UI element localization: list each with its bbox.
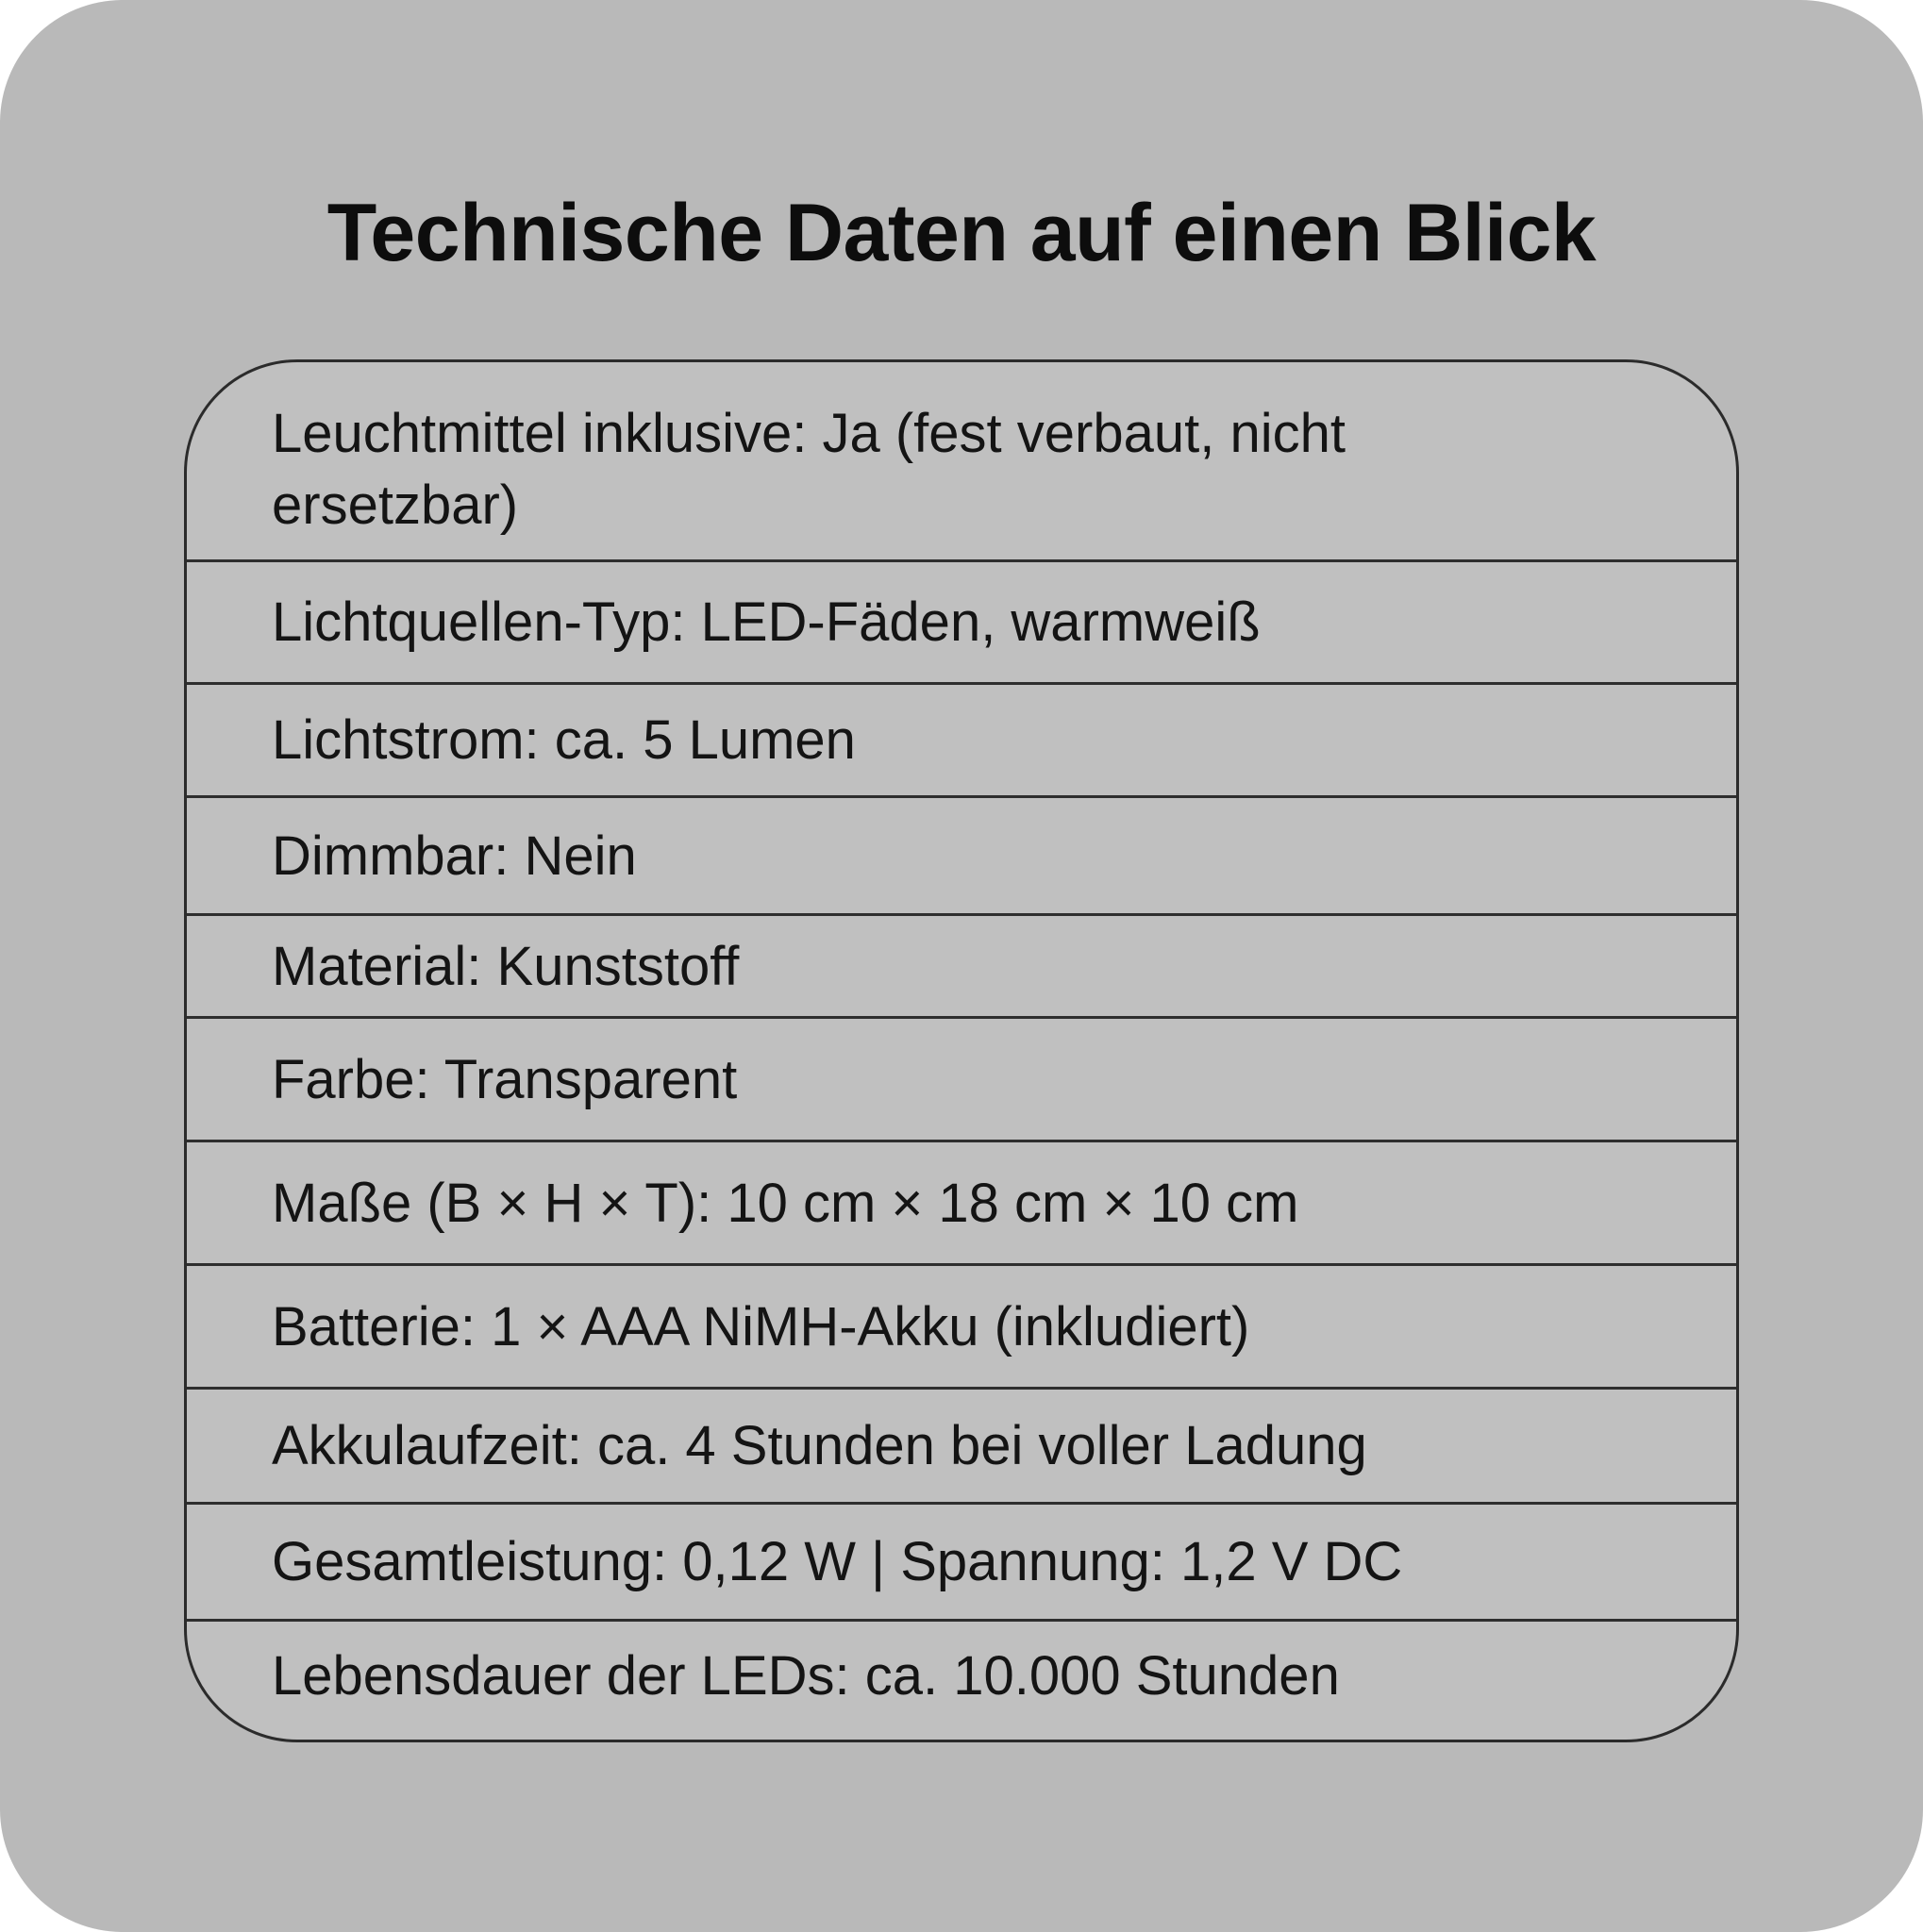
spec-row-text: Lebensdauer der LEDs: ca. 10.000 Stunden — [272, 1645, 1340, 1707]
spec-row — [187, 1140, 1736, 1264]
spec-row-text: Material: Kunststoff — [272, 935, 740, 997]
spec-row — [187, 795, 1736, 914]
spec-row — [187, 1263, 1736, 1388]
spec-row-text: Batterie: 1 × AAA NiMH-Akku (inkludiert) — [272, 1295, 1250, 1357]
spec-row — [187, 913, 1736, 1017]
spec-row — [187, 1502, 1736, 1620]
spec-row-text: Dimmbar: Nein — [272, 824, 637, 887]
spec-row — [187, 559, 1736, 683]
page-title: Technische Daten auf einen Blick — [326, 188, 1597, 278]
spec-row — [187, 362, 1736, 560]
spec-table — [184, 359, 1739, 1742]
spec-row — [187, 1387, 1736, 1503]
spec-row-text: Gesamtleistung: 0,12 W | Spannung: 1,2 V DC — [272, 1531, 1403, 1592]
spec-row-text: Lichtquellen-Typ: LED-Fäden, warmweiß — [272, 591, 1261, 653]
spec-row-text: Farbe: Transparent — [272, 1048, 738, 1110]
spec-row — [187, 1619, 1736, 1742]
spec-row — [187, 682, 1736, 796]
spec-row-text: Leuchtmittel inklusive: Ja (fest verbaut, nicht ersetzbar) — [272, 403, 1346, 536]
spec-row — [187, 1016, 1736, 1141]
spec-row-text: Maße (B × H × T): 10 cm × 18 cm × 10 cm — [272, 1172, 1299, 1234]
spec-row-text: Lichtstrom: ca. 5 Lumen — [272, 709, 856, 771]
spec-row-text: Akkulaufzeit: ca. 4 Stunden bei voller Ladung — [272, 1415, 1367, 1476]
